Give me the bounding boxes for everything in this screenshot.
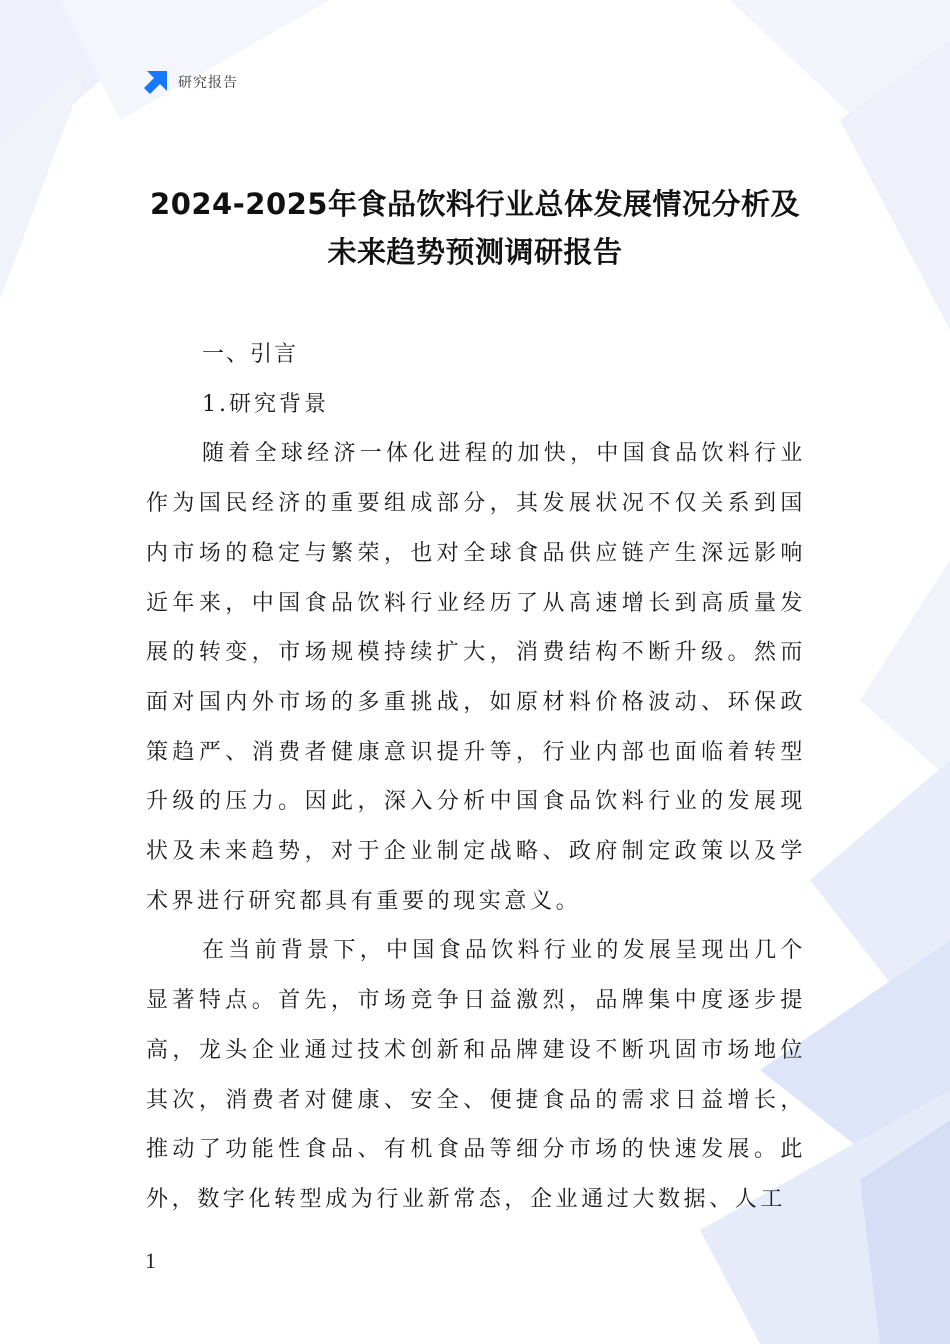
arrow-up-right-icon (143, 69, 169, 95)
document-title (145, 180, 805, 276)
title-line-1: 2024-2025年食品饮料行业总体发展情况分析及 (150, 187, 800, 221)
subsection-heading: 1.研究背景 (202, 391, 329, 417)
page-number: 1 (145, 1248, 156, 1273)
paragraph-2: 在当前背景下，中国食品饮料行业的发展呈现出几个显著特点。首先，市场竞争日益激烈，品牌集中度逐步提高，龙头企业通过技术创新和品牌建设不断巩固市场地位其次，消费者对健康、安全、便捷食品的需求日益增长，推动了功能性食品、有机食品等细分市场的快速发展。此外，数字化转型成为行业新常态，企业通过大数据、人工 (146, 938, 806, 1212)
title-line-2: 未来趋势预测调研报告 (327, 235, 623, 269)
header-label: 研究报告 (178, 75, 238, 91)
section-heading: 一、引言 (202, 342, 299, 367)
paragraph-1: 随着全球经济一体化进程的加快，中国食品饮料行业作为国民经济的重要组成部分，其发展状况不仅关系到国内市场的稳定与繁荣，也对全球食品供应链产生深远影响近年来，中国食品饮料行业经历了从高速增长到高质量发展的转变，市场规模持续扩大，消费结构不断升级。然而面对国内外市场的多重挑战，如原材料价格波动、环保政策趋严、消费者健康意识提升等，行业内部也面临着转型升级的压力。因此，深入分析中国食品饮料行业的发展现状及未来趋势，对于企业制定战略、政府制定政策以及学术界进行研究都具有重要的现实意义。 (146, 441, 806, 914)
document-body (146, 330, 806, 1225)
report-header (143, 68, 238, 96)
